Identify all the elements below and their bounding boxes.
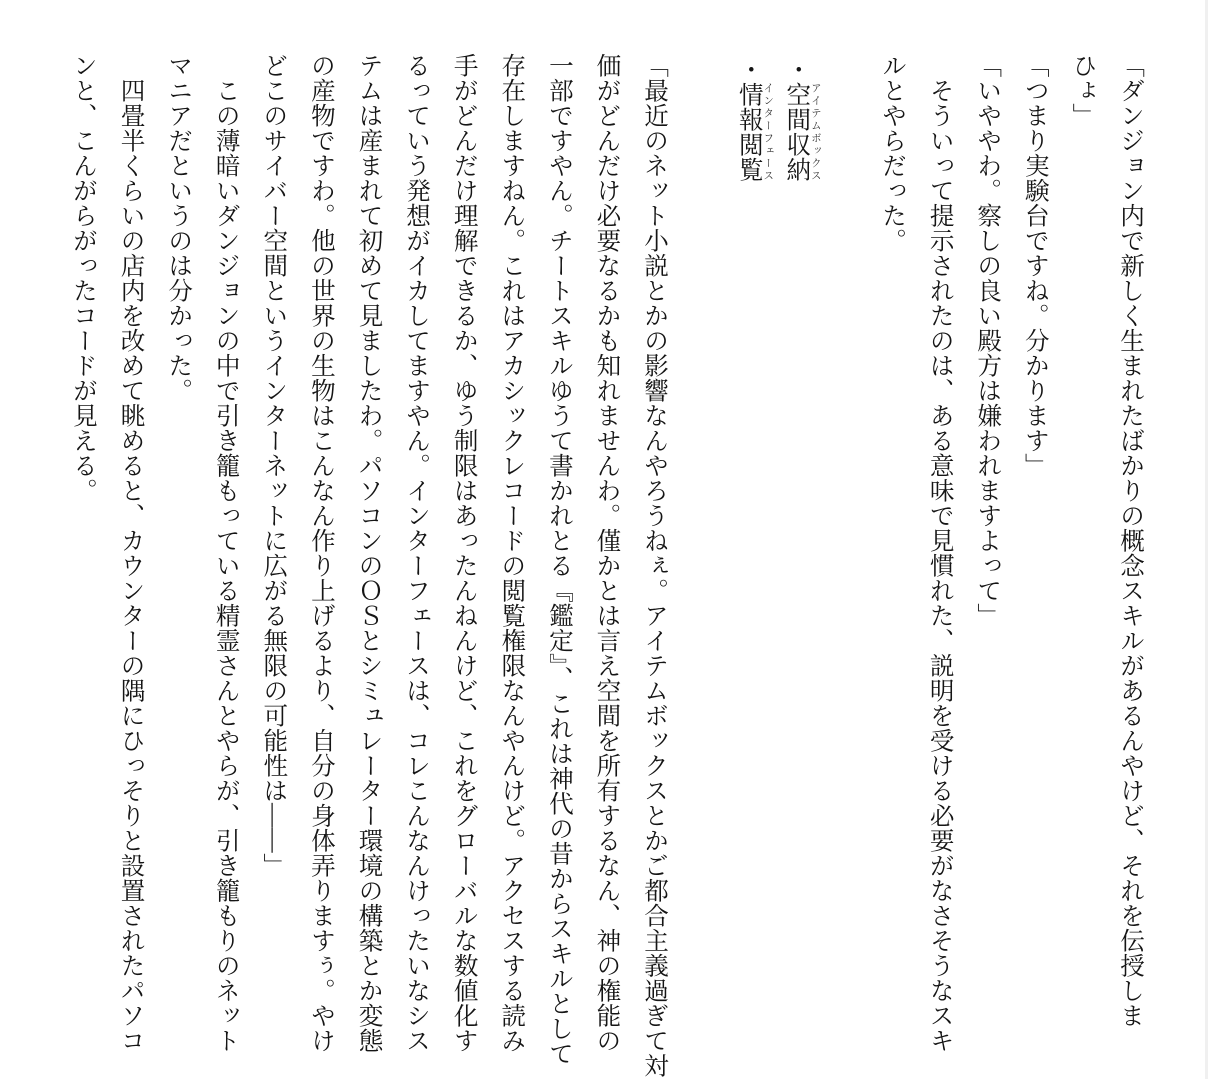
text-line: 存在しますねん。これはアカシックレコードの閲覧権限なんやんけど。アクセスする読み xyxy=(498,53,526,1053)
text-line: そういって提示されたのは、ある意味で見慣れた、説明を受ける必要がなさそうなスキ xyxy=(926,53,954,1053)
vertical-text-page xyxy=(59,53,1154,1078)
skill-name xyxy=(783,82,821,182)
text-line: マニアだというのは分かった。 xyxy=(165,53,193,403)
text-line: 「つまり実験台ですね。分かります」 xyxy=(1021,53,1049,478)
bullet: ・ xyxy=(735,57,763,82)
skill-item xyxy=(773,53,821,1053)
text-line: テムは産まれて初めて見ましたわ。パソコンのＯＳとシミュレーター環境の構築とか変態 xyxy=(355,53,383,1053)
text-line: この薄暗いダンジョンの中で引き籠もっている精霊さんとやらが、引き籠もりのネット xyxy=(212,53,240,1053)
text-line: 「最近のネット小説とかの影響なんやろうねぇ。アイテムボックスとかご都合主義過ぎて対 xyxy=(641,53,669,1078)
skill-item xyxy=(726,53,774,1053)
text-line: 「ダンジョン内で新しく生まれたばかりの概念スキルがあるんやけど、それを伝授しま xyxy=(1117,53,1144,1028)
blank-line xyxy=(821,53,869,1053)
text-line: ひょ」 xyxy=(1069,53,1097,128)
text-line: ルとやらだった。 xyxy=(879,53,907,253)
skill-ruby: インターフェース xyxy=(762,82,774,182)
skill-ruby: アイテムボックス xyxy=(809,82,821,182)
text-line: どこのサイバー空間というインターネットに広がる無限の可能性は――」 xyxy=(260,53,288,878)
skill-name-text: 情報閲覧 xyxy=(735,82,763,182)
text-line: 一部ですやん。チートスキルゆうて書かれとる『鑑定』、これは神代の昔からスキルとして xyxy=(545,53,573,1066)
text-line: るっていう発想がイカしてますやん。インターフェースは、コレこんなんけったいなシス xyxy=(403,53,431,1053)
text-line: の産物ですわ。他の世界の生物はこんなん作り上げるより、自分の身体弄りますぅ。やけ xyxy=(307,53,335,1053)
text-line: 四畳半くらいの店内を改めて眺めると、カウンターの隅にひっそりと設置されたパソコ xyxy=(117,53,145,1053)
skill-name xyxy=(735,82,774,182)
text-line: 手がどんだけ理解できるか、ゆう制限はあったんねんけど、これをグローバルな数値化す xyxy=(450,53,478,1053)
text-line: 価がどんだけ必要なるかも知れませんわ。僅かとは言え空間を所有するなん、神の権能の xyxy=(593,53,621,1053)
skill-name-text: 空間収納 xyxy=(783,82,811,182)
text-line: 「いややわ。察しの良い殿方は嫌われますよって」 xyxy=(974,53,1002,628)
bullet: ・ xyxy=(783,57,811,82)
text-line: ンと、こんがらがったコードが見える。 xyxy=(69,53,97,503)
blank-line xyxy=(678,53,726,1053)
